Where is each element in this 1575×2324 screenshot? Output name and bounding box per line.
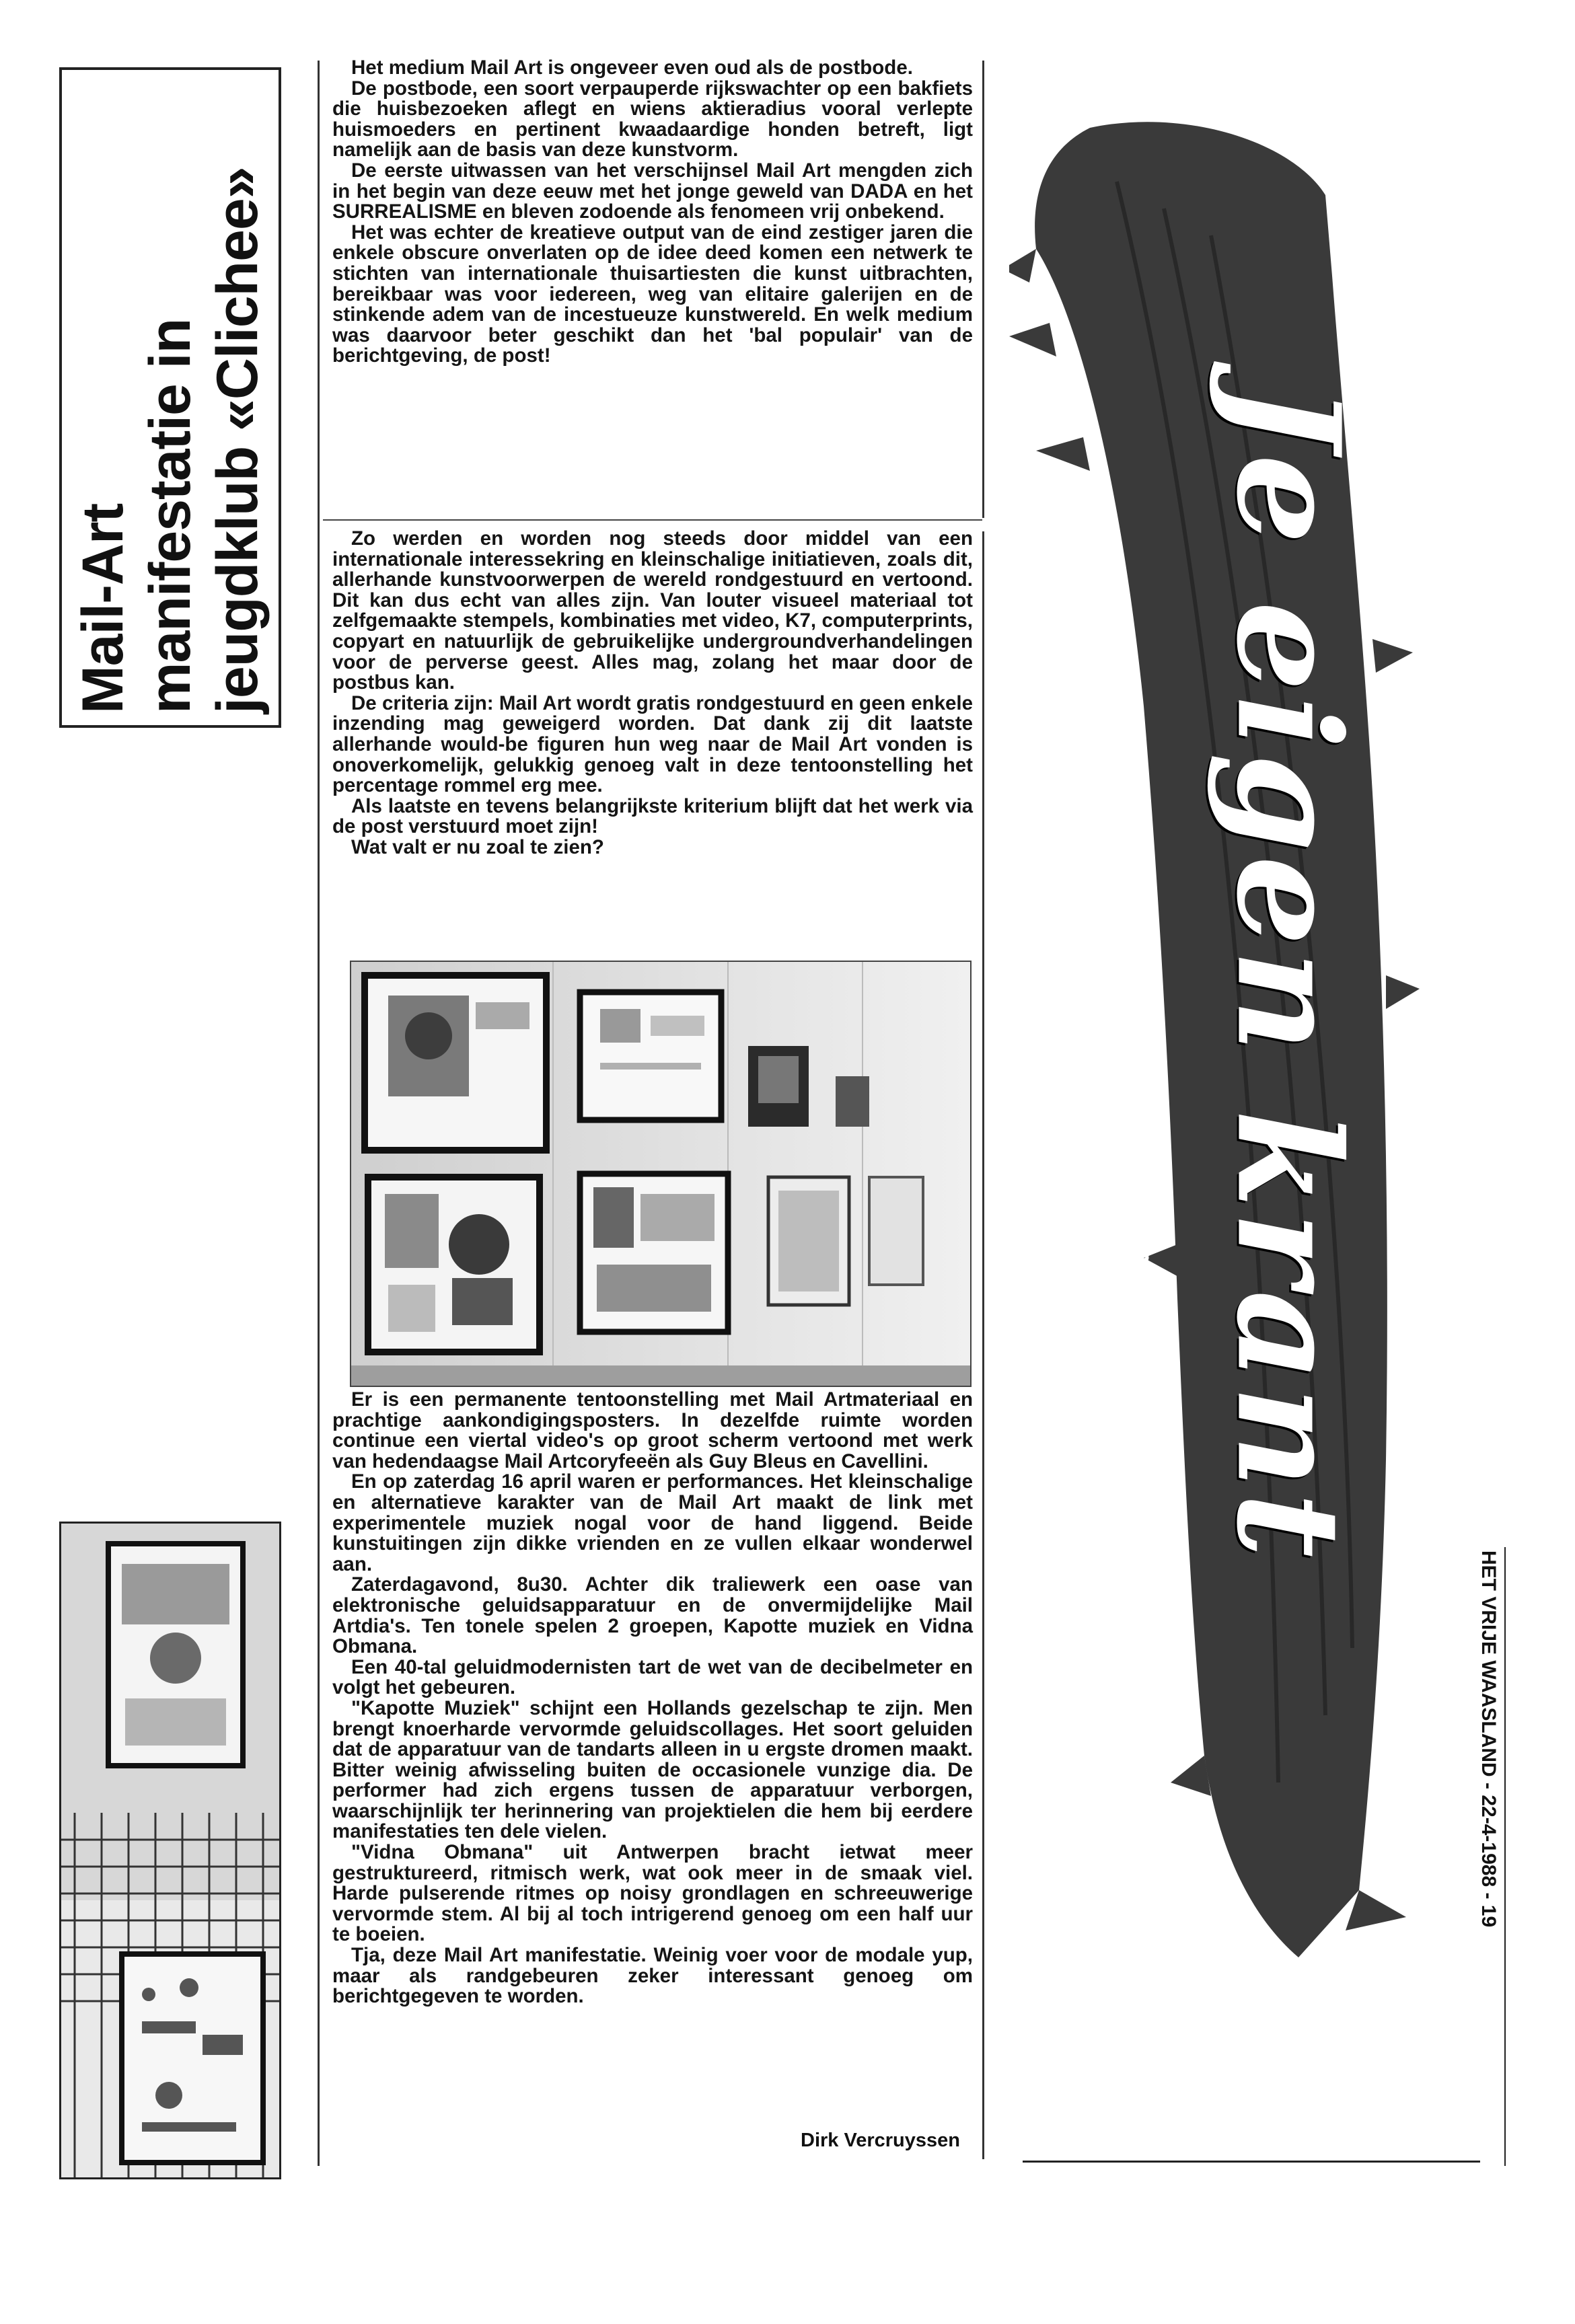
banner-bottom-rule xyxy=(1023,2161,1480,2163)
banner-subtitle: De jongerenkrant van „Het vrije Waasland" xyxy=(1126,962,1159,1564)
article-paragraph: "Vidna Obmana" uit Antwerpen bracht ietwat meer gestruktureerd, ritmisch werk, wat ook meer in de smaak viel. Harde pulserende ritmes op noisy grondlagen en schreeuwerige vervormde stem. Al bij al toch intrigerend genoeg om een half uur te boeien. xyxy=(332,1841,973,1946)
article-paragraph: Een 40-tal geluidmodernisten tart de wet van de decibelmeter en volgt het gebeuren. xyxy=(332,1655,973,1699)
article-paragraph: Tja, deze Mail Art manifestatie. Weinig voer voor de modale yup, maar als randgebeuren zeker interessant genoeg om berichtgegeven te worden. xyxy=(332,1944,973,2008)
article-exhibition-photo xyxy=(350,961,972,1387)
article-paragraph: Het medium Mail Art is ongeveer even oud als de postbode. xyxy=(351,57,913,79)
article-paragraph: "Kapotte Muziek" schijnt een Hollands gezelschap te zijn. Men brengt knoerharde vervormde geluidscollages. Het soort geluiden dat de apparatuur van de tandarts alleen in u ergste dromen maakt. Bitter weinig afwisseling buiten de occasionele vunzige dia. De performer had zich ergens tussen de apparatuur verborgen, waarschijnlijk ter herinnering van projektielen die hem bij eerdere manifestaties ten dele vielen. xyxy=(332,1696,973,1843)
article-paragraph: Het was echter de kreatieve output van de eind zestiger jaren die enkele obscure onverlaten op de idee deed komen een netwerk te stichten van internationale thuisartiesten die kunst uitbrachten, bereikbaar was voor iedereen, weg van elitaire galerijen en de stinkende adem van de incestueuze kunstwereld. En welk medium was daarvoor beter geschikt dan het 'bal populair' van de berichtgeving, de post! xyxy=(332,221,973,367)
column-rule-right-bottom xyxy=(982,531,984,2159)
left-photo-illustration xyxy=(61,1524,279,2177)
article-author: Dirk Vercruyssen xyxy=(801,2130,960,2151)
column-rule-right-top xyxy=(982,61,984,518)
article-block-bottom xyxy=(323,1390,982,2007)
gallery-photo-illustration xyxy=(351,962,970,1386)
article-paragraph: De postbode, een soort verpauperde rijkswachter op een bakfiets die huisbezoeken aflegt en wiens aktieradius vooral verlepte huismoeders en pertinent kwaadaardige honden betreft, ligt namelijk aan de basis van deze kunstvorm. xyxy=(332,77,973,161)
banner-title: Je eigen krant xyxy=(1205,383,1372,1562)
headline-line-2: manifestatie in xyxy=(138,318,203,714)
headline-box xyxy=(59,67,281,728)
headline-line-3: jeugdklub «Clichee» xyxy=(205,167,270,714)
article-paragraph: Zaterdagavond, 8u30. Achter dik traliewerk een oase van elektronische geluidsapparatuur en de onvermijdelijke Mail Artdia's. Ten tonele spelen 2 groepen, Kapotte muziek en Vidna Obmana. xyxy=(332,1573,973,1658)
article-paragraph: Er is een permanente tentoonstelling met Mail Artmateriaal en prachtige aankondigingsposters. In dezelfde ruimte worden continue een viertal video's op groot scherm vertoond met werk van hedendaagse Mail Artcoryfeeën als Guy Bleus en Cavellini. xyxy=(332,1388,973,1472)
left-exhibition-photo xyxy=(59,1522,281,2179)
article-paragraph: De criteria zijn: Mail Art wordt gratis rondgestuurd en geen enkele inzending mag geweigerd worden. Dat dank zij dit laatste allerhande would-be figuren hun weg naar de Mail Art vonden is onoverkomelijk, gelukkig genoeg valt in deze tentoonstelling het percentage rommel erg mee. xyxy=(332,691,973,797)
source-rule xyxy=(1504,1547,1506,2166)
article-block-top xyxy=(323,58,982,367)
headline-line-1: Mail-Art xyxy=(71,503,135,714)
article-paragraph: Wat valt er nu zoal te zien? xyxy=(351,835,604,858)
article-paragraph: De eerste uitwassen van het verschijnsel Mail Art mengden zich in het begin van deze eeuw met het jonge geweld van DADA en het SURREALISME en bleven zodoende als fenomeen vrij onbekend. xyxy=(332,159,973,223)
article-paragraph: En op zaterdag 16 april waren er performances. Het kleinschalige en alternatieve karakter van de Mail Art maakt de link met experimentele muziek nogal voor de hand liggend. Beide kunstuitingen zijn dikke vrienden en ze vullen elkaar wonderwel aan. xyxy=(332,1470,973,1575)
column-rule-left xyxy=(318,61,320,2166)
headline xyxy=(69,81,271,714)
article-paragraph: Als laatste en tevens belangrijkste kriterium blijft dat het werk via de post verstuurd moet zijn! xyxy=(332,794,973,838)
article-paragraph: Zo werden en worden nog steeds door middel van een internationale interessekring en kleinschalige initiatieven, zoals dit, allerhande kunstvoorwerpen de wereld rondgestuurd en vertoond. Dit kan dus echt van alles zijn. Van louter visueel materiaal tot zelfgemaakte stempels, kombinaties met video, K7, computerprints, copyart en natuurlijk de gebruikelijke undergroundverhandelingen voor de perverse geest. Alles mag, zolang het maar door de postbus kan. xyxy=(332,527,973,694)
article-block-middle xyxy=(323,529,982,858)
source-citation: HET VRIJE WAASLAND - 22-4-1988 - 19 xyxy=(1477,1550,1500,1928)
